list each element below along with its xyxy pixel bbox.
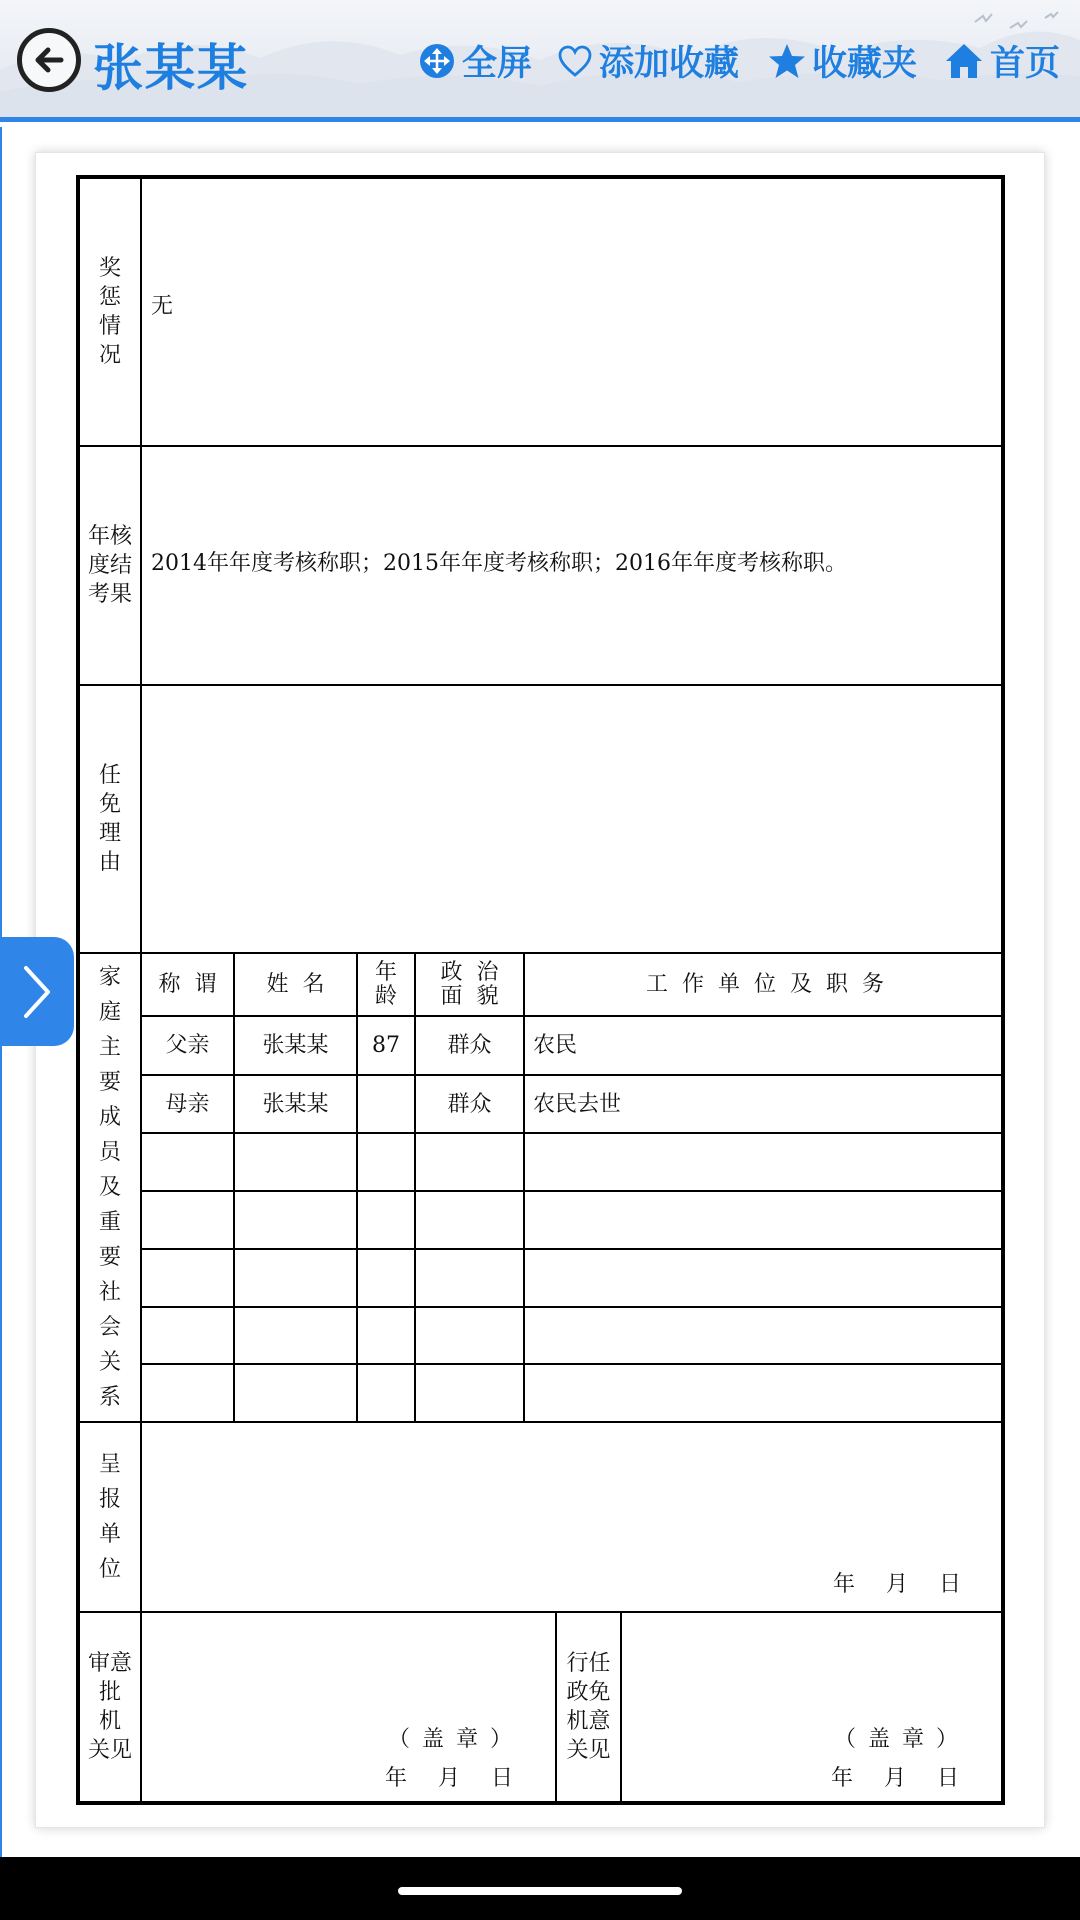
page-title: 张某某 xyxy=(93,39,249,97)
family-cell-work xyxy=(525,1134,1005,1190)
family-cell-name: 张某某 xyxy=(262,1091,329,1117)
approval-date: 年 月 日 xyxy=(385,1766,525,1791)
divider-assessment xyxy=(76,684,1005,686)
admin-label-divider xyxy=(620,1611,622,1805)
family-cell-name xyxy=(235,1192,356,1248)
expand-sidebar-button[interactable] xyxy=(0,937,74,1046)
arrow-left-icon xyxy=(29,40,69,80)
family-cell-relation: 母亲 xyxy=(165,1091,210,1117)
home-button[interactable] xyxy=(944,36,1060,86)
header-political-status: 政 治 面 貌 xyxy=(440,959,499,1009)
add-favorite-button[interactable] xyxy=(557,36,739,86)
family-cell-political xyxy=(416,1192,523,1248)
family-cell-name xyxy=(235,1308,356,1363)
family-cell-political xyxy=(416,1365,523,1421)
family-cell-age xyxy=(358,1192,414,1248)
back-button[interactable] xyxy=(17,28,81,92)
family-cell-relation xyxy=(142,1250,233,1306)
cadre-appointment-form xyxy=(76,175,1005,1805)
family-cell-name xyxy=(235,1250,356,1306)
home-indicator[interactable] xyxy=(398,1887,682,1895)
rewards-label: 奖 惩 情 况 xyxy=(98,256,121,368)
add-favorite-label: 添加收藏 xyxy=(599,44,740,84)
admin-opinion-date: 年 月 日 xyxy=(831,1766,971,1791)
header-age: 年 龄 xyxy=(374,959,397,1009)
fullscreen-button[interactable] xyxy=(418,36,532,86)
family-cell-political xyxy=(416,1308,523,1363)
family-cell-work xyxy=(525,1192,1005,1248)
fullscreen-label: 全屏 xyxy=(462,44,533,84)
family-cell-political: 群众 xyxy=(447,1033,492,1058)
assessment-label: 年核 度结 考果 xyxy=(87,524,132,607)
header-work-unit: 工 作 单 位 及 职 务 xyxy=(646,972,884,997)
reporting-unit-date: 年 月 日 xyxy=(833,1572,973,1597)
family-cell-relation xyxy=(142,1192,233,1248)
family-cell-name xyxy=(235,1365,356,1421)
favorites-label: 收藏夹 xyxy=(812,44,918,84)
admin-opinion-label: 行任 政免 机意 关见 xyxy=(566,1651,611,1763)
home-icon xyxy=(944,42,984,80)
family-cell-relation xyxy=(142,1365,233,1421)
rewards-value: 无 xyxy=(151,294,174,319)
family-cell-relation: 父亲 xyxy=(165,1033,210,1058)
approval-authority-label: 审意 批 机 关见 xyxy=(87,1651,132,1763)
family-label: 家 庭 主 要 成 员 及 重 要 社 会 关 系 xyxy=(98,965,121,1410)
family-cell-age xyxy=(358,1365,414,1421)
family-cell-relation xyxy=(142,1134,233,1190)
family-cell-age: 87 xyxy=(372,1033,400,1058)
family-cell-political xyxy=(416,1134,523,1190)
family-cell-name xyxy=(235,1134,356,1190)
approval-seal: （盖章） xyxy=(388,1727,525,1752)
divider-report xyxy=(76,1611,1005,1613)
family-cell-work: 农民去世 xyxy=(533,1091,622,1117)
divider-rewards xyxy=(76,445,1005,447)
divider-family xyxy=(76,1421,1005,1423)
header-relation: 称 谓 xyxy=(158,972,217,997)
move-arrows-icon xyxy=(418,42,456,80)
family-cell-political xyxy=(416,1250,523,1306)
header-name: 姓 名 xyxy=(266,972,325,997)
family-cell-age xyxy=(358,1250,414,1306)
home-label: 首页 xyxy=(990,44,1061,84)
favorites-button[interactable] xyxy=(768,36,917,86)
family-cell-work: 农民 xyxy=(533,1033,578,1058)
app-header xyxy=(0,0,1080,122)
family-cell-age xyxy=(358,1076,414,1132)
heart-outline-icon xyxy=(557,44,593,78)
family-cell-age xyxy=(358,1134,414,1190)
star-icon xyxy=(768,43,806,79)
family-cell-name: 张某某 xyxy=(262,1033,329,1058)
family-cell-work xyxy=(525,1365,1005,1421)
admin-opinion-seal: （盖章） xyxy=(834,1727,971,1752)
appointment-reason-label: 任 免 理 由 xyxy=(98,763,121,875)
family-cell-work xyxy=(525,1308,1005,1363)
family-cell-work xyxy=(525,1250,1005,1306)
reporting-unit-label: 呈 报 单 位 xyxy=(98,1452,121,1582)
family-cell-political: 群众 xyxy=(447,1091,492,1117)
chevron-right-icon xyxy=(20,964,54,1020)
assessment-value: 2014年年度考核称职；2015年年度考核称职；2016年年度考核称职。 xyxy=(151,551,847,576)
family-cell-relation xyxy=(142,1308,233,1363)
family-cell-age xyxy=(358,1308,414,1363)
